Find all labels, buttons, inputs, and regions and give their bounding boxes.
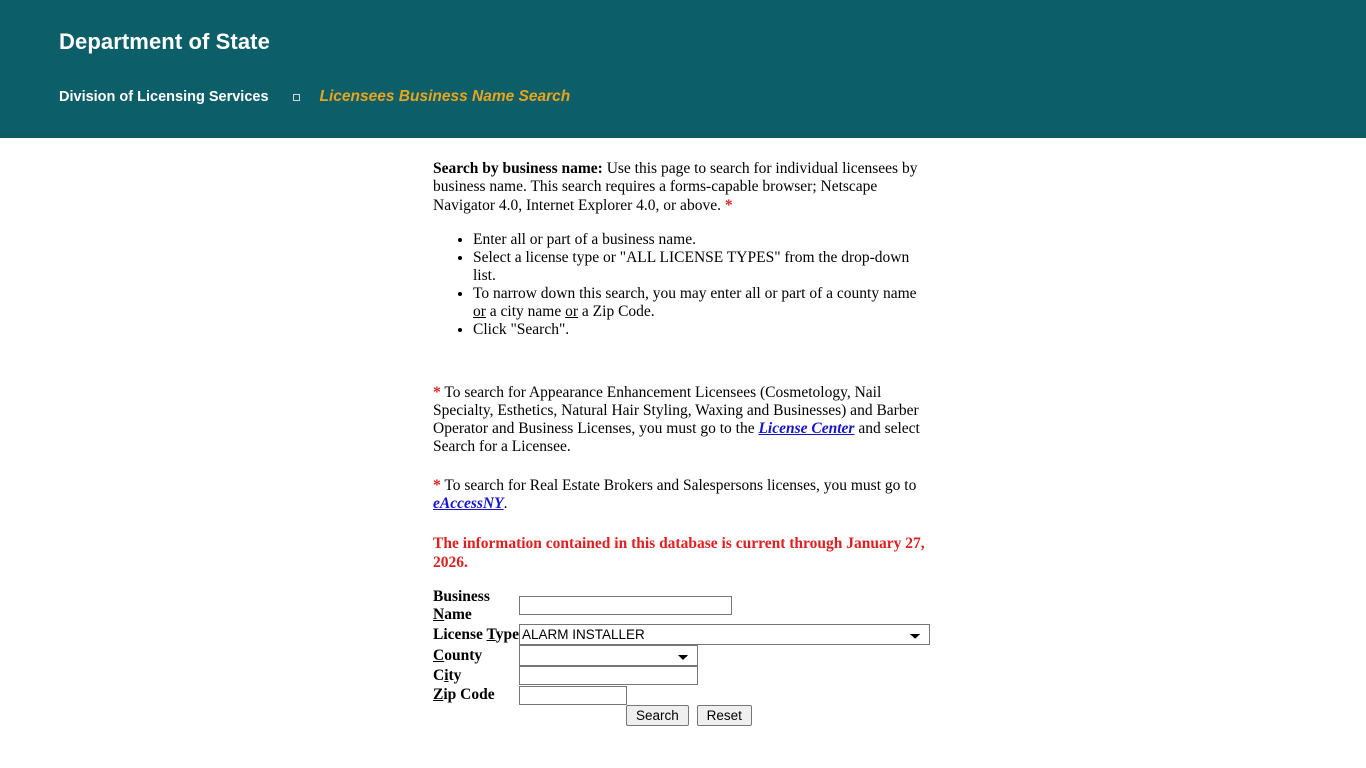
- form-actions: [626, 707, 756, 724]
- note-text-before: To search for Appearance Enhancement Licensees (Cosmetology, Nail Specialty, Esthetics, Natural Hair Styling, Waxing and Businesses) and Barber Operator and Business Licenses, you must go to the: [433, 383, 919, 438]
- table-row: [433, 686, 930, 705]
- division-title: Division of Licensing Services: [59, 89, 269, 105]
- agency-title: Department of State: [59, 29, 270, 54]
- label-suffix: ame: [444, 606, 472, 624]
- note-text-after: and select Search for a Licensee.: [433, 420, 920, 456]
- note-asterisk: *: [433, 383, 441, 401]
- business-name-input[interactable]: [519, 596, 732, 615]
- intro-lead-label: Search by business name:: [433, 160, 603, 177]
- instruction-text: To narrow down this search, you may enter all or part of a county name: [473, 285, 917, 303]
- search-form: [433, 588, 933, 726]
- instruction-text: a city name: [485, 303, 566, 321]
- list-item: [473, 321, 933, 339]
- business-name-label: [433, 588, 519, 625]
- table-row: [433, 624, 930, 645]
- note-asterisk: *: [433, 476, 441, 494]
- list-item: [473, 231, 933, 249]
- label-suffix: ype: [495, 625, 519, 643]
- eaccessny-link[interactable]: eAccessNY: [433, 495, 504, 512]
- label-suffix: ip Code: [443, 686, 495, 704]
- label-suffix: ounty: [444, 646, 483, 664]
- label-accesskey: Z: [433, 686, 444, 704]
- zip-code-input[interactable]: [519, 686, 627, 705]
- search-button[interactable]: Search: [626, 705, 689, 726]
- label-prefix: Business: [433, 587, 490, 605]
- database-currency-notice: The information contained in this database is current through January 27, 2026.: [433, 535, 925, 571]
- instruction-text: a Zip Code.: [578, 303, 655, 321]
- label-prefix: C: [433, 666, 445, 684]
- main-content: [433, 160, 933, 726]
- license-center-link[interactable]: License Center: [758, 420, 855, 438]
- zip-code-label: [433, 686, 519, 705]
- note-text-after: .: [503, 495, 508, 512]
- city-input[interactable]: [519, 666, 698, 685]
- required-asterisk: *: [724, 196, 733, 214]
- list-item: [473, 285, 933, 321]
- breadcrumb: [59, 88, 570, 106]
- form-fields-table: [433, 588, 930, 726]
- table-row: [433, 705, 930, 726]
- note-real-estate: [433, 477, 933, 514]
- intro-lead-text: Use this page to search for individual licensees by business name. This search requires a forms-capable browser; Netscape Navigator 4.0, Internet Explorer 4.0, or above.: [433, 160, 918, 214]
- label-accesskey: T: [486, 625, 496, 643]
- instructions-list: [433, 231, 933, 340]
- label-accesskey: C: [433, 646, 445, 664]
- table-row: [433, 666, 930, 685]
- list-item: [473, 249, 933, 285]
- instruction-text: Select a license type or "ALL LICENSE TYPES" from the drop-down list.: [473, 248, 910, 285]
- note-appearance-enhancement: [433, 384, 933, 457]
- license-type-select[interactable]: [519, 624, 930, 645]
- city-label: [433, 666, 519, 685]
- instruction-or: or: [565, 303, 579, 321]
- instruction-or: or: [473, 303, 486, 321]
- license-type-label: [433, 624, 519, 645]
- note-text-before: To search for Real Estate Brokers and Salespersons licenses, you must go to: [440, 476, 917, 494]
- instruction-text: Enter all or part of a business name.: [473, 230, 696, 248]
- label-prefix: License: [433, 625, 487, 643]
- label-accesskey: i: [444, 666, 449, 684]
- table-row: [433, 645, 930, 666]
- reset-button[interactable]: Reset: [697, 705, 752, 726]
- square-bullet-icon: [293, 94, 300, 101]
- intro-paragraph: [433, 160, 933, 215]
- page-title: Licensees Business Name Search: [319, 88, 571, 105]
- site-header: [0, 0, 1366, 138]
- label-suffix: ty: [448, 666, 462, 684]
- county-label: [433, 645, 519, 666]
- table-row: [433, 588, 930, 625]
- instruction-text: Click "Search".: [473, 321, 570, 339]
- county-select[interactable]: [519, 645, 698, 666]
- label-accesskey: N: [433, 606, 445, 624]
